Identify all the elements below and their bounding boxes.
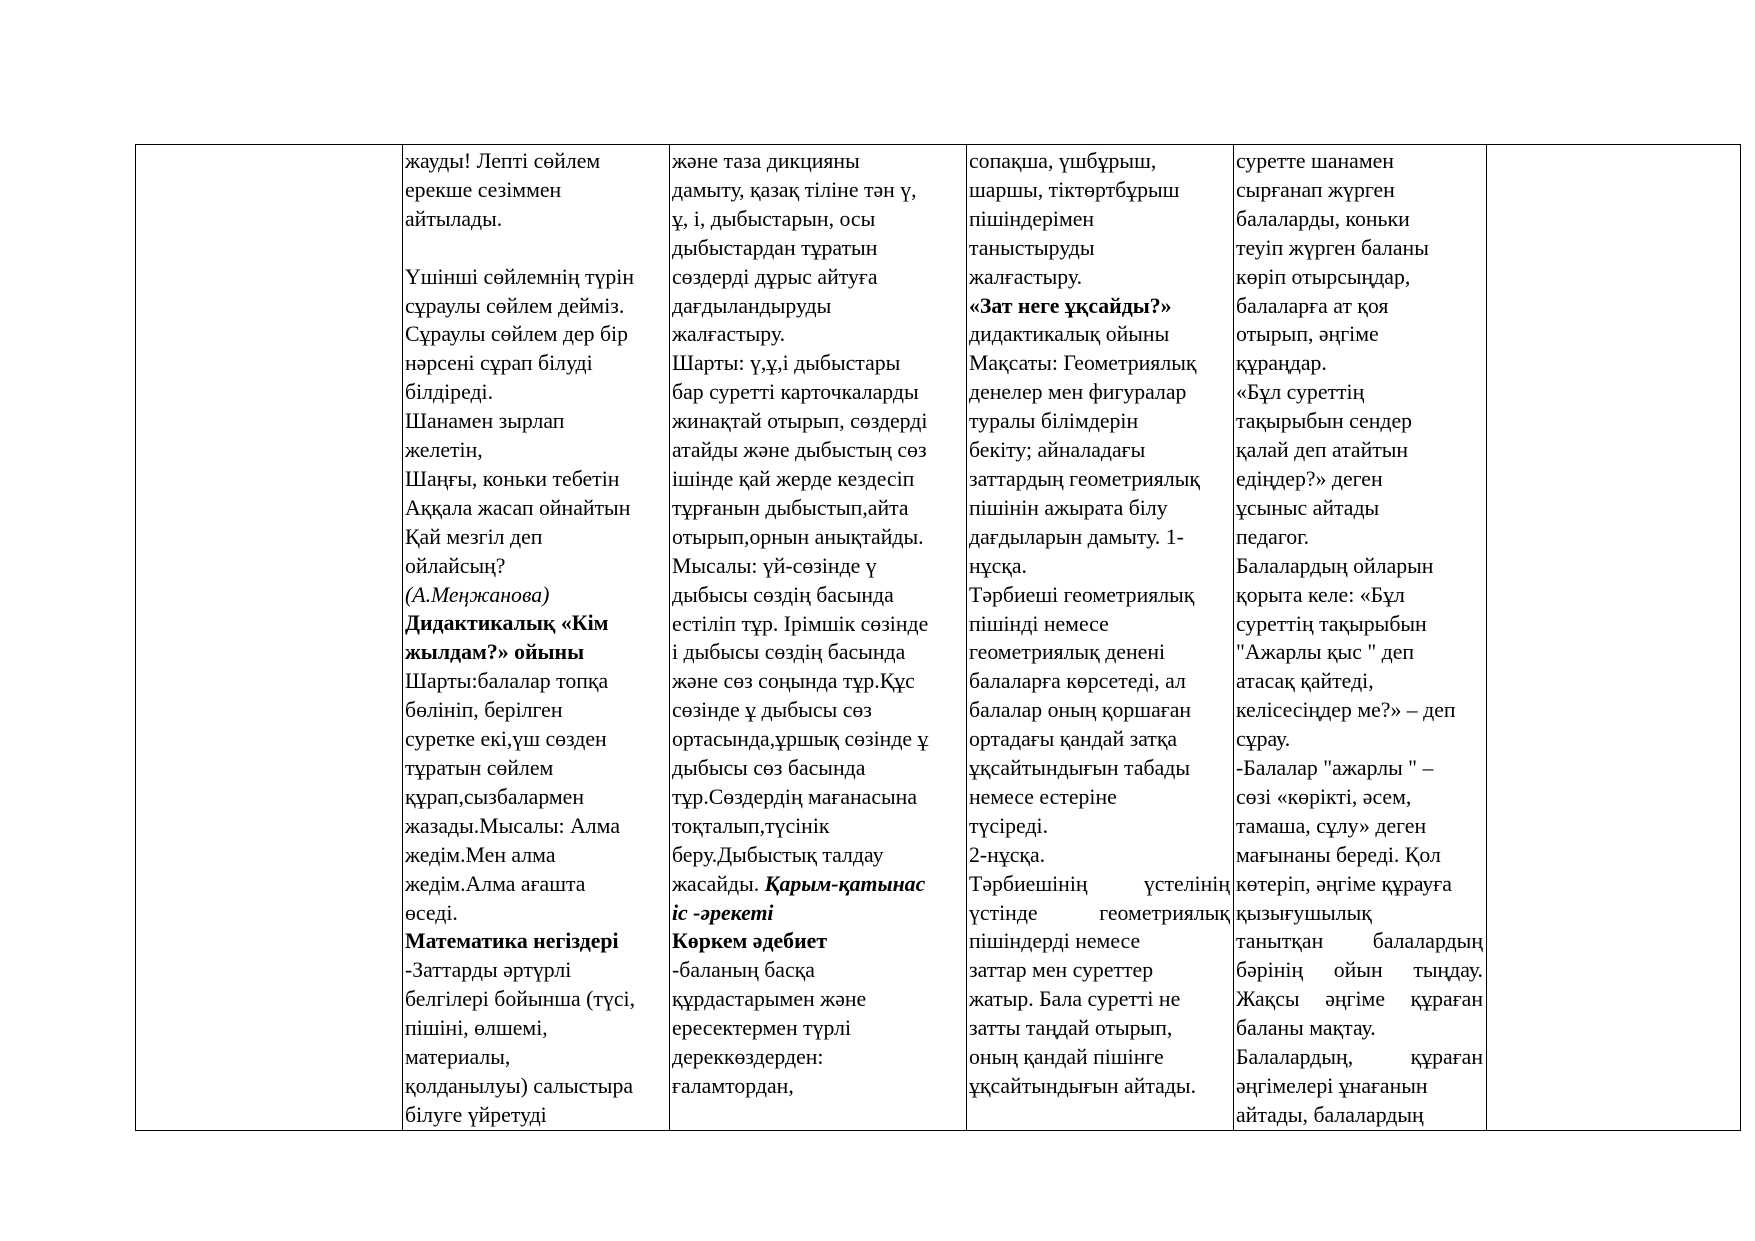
- text-line: [405, 870, 666, 899]
- text-line: [672, 1043, 963, 1072]
- text-line: [1236, 552, 1483, 581]
- text-line: [969, 465, 1230, 494]
- text-run: суретте шанамен: [1236, 149, 1394, 173]
- text-line: [405, 292, 666, 321]
- text-run: айтады, балалардың: [1236, 1102, 1424, 1127]
- text-line: [969, 552, 1230, 581]
- text-run: балалар оның қоршаған: [969, 698, 1192, 723]
- text-run: білдіреді.: [405, 380, 494, 405]
- text-run: айтылады.: [405, 206, 503, 231]
- text-line: [969, 263, 1230, 292]
- text-line: [969, 523, 1230, 552]
- text-line: [672, 581, 963, 610]
- text-run: құраңдар.: [1236, 351, 1327, 376]
- text-run: Сұраулы сөйлем дер бір: [405, 322, 629, 347]
- text-line: [672, 725, 963, 754]
- text-line: [672, 263, 963, 292]
- text-run: педагог.: [1236, 524, 1310, 549]
- text-line: [969, 841, 1230, 870]
- text-line: [405, 320, 666, 349]
- text-run: танытқан балалардың: [1236, 929, 1483, 954]
- text-line: [969, 870, 1230, 899]
- text-line: [405, 783, 666, 812]
- text-line: [1236, 407, 1483, 436]
- text-line: [969, 349, 1230, 378]
- text-run: сырғанап жүрген: [1236, 177, 1395, 202]
- text-line: [405, 523, 666, 552]
- text-line: [672, 552, 963, 581]
- text-run: денелер мен фигуралар: [969, 380, 1187, 405]
- text-line: [405, 985, 666, 1014]
- text-line: [672, 783, 963, 812]
- text-line: [405, 812, 666, 841]
- text-run: пішінін ажырата білу: [969, 495, 1168, 520]
- text-run: жатыр. Бала суретті не: [969, 987, 1181, 1012]
- text-run: және таза дикцияны: [672, 149, 860, 173]
- text-line: [969, 234, 1230, 263]
- text-run: пішіні, өлшемі,: [405, 1016, 548, 1041]
- text-line: [672, 956, 963, 985]
- text-run: дидактикалық ойыны: [969, 322, 1170, 347]
- text-line: [1236, 667, 1483, 696]
- text-run: Шаңғы, коньки тебетін: [405, 466, 620, 491]
- text-line: [672, 234, 963, 263]
- text-run: естіліп тұр. Ірімшік сөзінде: [672, 611, 929, 636]
- text-line: [405, 754, 666, 783]
- text-run: құрдастарымен және: [672, 987, 867, 1012]
- text-line: [405, 465, 666, 494]
- text-line: [405, 494, 666, 523]
- text-line: [672, 465, 963, 494]
- text-run: жасайды.: [672, 871, 765, 896]
- text-run: пішінді немесе: [969, 611, 1109, 636]
- text-line: [405, 1014, 666, 1043]
- text-line: [1236, 523, 1483, 552]
- text-line: [969, 205, 1230, 234]
- text-line: [672, 985, 963, 1014]
- text-run: ішінде қай жерде кездесіп: [672, 466, 915, 491]
- text-run: пішіндерімен: [969, 206, 1095, 231]
- text-line: [405, 436, 666, 465]
- text-run: Қай мезгіл деп: [405, 524, 543, 549]
- text-run: суретке екі,үш сөзден: [405, 727, 607, 752]
- text-line: [969, 783, 1230, 812]
- text-run: көріп отырсыңдар,: [1236, 264, 1411, 289]
- text-line: [1236, 870, 1483, 899]
- text-run: пішіндерді немесе: [969, 929, 1141, 954]
- text-run: дереккөздерден:: [672, 1045, 824, 1070]
- text-line: [1236, 320, 1483, 349]
- text-run: ойлайсың?: [405, 553, 506, 578]
- text-run: нәрсені сұрап білуді: [405, 351, 593, 376]
- text-run: Мысалы: үй-сөзінде ү: [672, 553, 877, 578]
- text-line: [969, 320, 1230, 349]
- text-run: Тәрбиешінің үстелінің: [969, 871, 1230, 896]
- text-line: [969, 956, 1230, 985]
- text-line: [1236, 436, 1483, 465]
- emphasis-run: Қарым-қатынас: [764, 871, 926, 896]
- text-run: желетін,: [405, 438, 483, 463]
- text-run: материалы,: [405, 1045, 511, 1070]
- text-run: -Заттарды әртүрлі: [405, 958, 572, 983]
- text-run: тұр.Сөздердің мағанасына: [672, 784, 917, 809]
- text-line: [969, 494, 1230, 523]
- text-line: [969, 696, 1230, 725]
- text-run: жинақтай отырып, сөздерді: [672, 409, 928, 434]
- text-run: жазады.Мысалы: Алма: [405, 813, 620, 838]
- text-line: [969, 899, 1230, 928]
- text-run: -Балалар "ажарлы " –: [1236, 756, 1434, 781]
- text-line: [405, 1072, 666, 1101]
- column-1-cell: [136, 145, 403, 1131]
- text-run: ұқсайтындығын табады: [969, 756, 1191, 781]
- text-run: дамыту, қазақ тіліне тән ү,: [672, 177, 917, 202]
- text-line: [1236, 581, 1483, 610]
- text-run: қызығушылық: [1236, 900, 1372, 925]
- text-run: Мақсаты: Геометриялық: [969, 351, 1197, 376]
- text-run: ерекше сезіммен: [405, 177, 562, 202]
- text-line: [405, 696, 666, 725]
- text-line: [1236, 263, 1483, 292]
- text-run: нұсқа.: [969, 553, 1027, 578]
- text-line: [672, 754, 963, 783]
- text-line: [672, 870, 963, 899]
- text-run: жалғастыру.: [969, 264, 1083, 289]
- text-run: Математика негіздері: [405, 929, 619, 954]
- text-line: [405, 407, 666, 436]
- text-run: ұсыныс айтады: [1236, 495, 1380, 520]
- text-line: [672, 812, 963, 841]
- text-line: [1236, 378, 1483, 407]
- text-line: [672, 378, 963, 407]
- text-run: (А.Меңжанова): [405, 582, 550, 607]
- text-run: көтеріп, әңгіме құрауға: [1236, 871, 1452, 896]
- text-line: [969, 1014, 1230, 1043]
- text-line: [969, 292, 1230, 321]
- text-run: тұрғанын дыбыстып,айта: [672, 495, 909, 520]
- text-line: [1236, 147, 1483, 176]
- text-line: [1236, 812, 1483, 841]
- text-line: [405, 205, 666, 234]
- text-run: қалай деп атайтын: [1236, 438, 1409, 463]
- text-run: сұрау.: [1236, 727, 1291, 752]
- text-line: [969, 581, 1230, 610]
- column-2-cell: [403, 145, 670, 1131]
- text-line: [405, 927, 666, 956]
- text-line: [672, 927, 963, 956]
- text-run: -баланың басқа: [672, 958, 815, 983]
- text-line: [969, 610, 1230, 639]
- text-line: [405, 956, 666, 985]
- text-run: 2-нұсқа.: [969, 842, 1046, 867]
- text-line: [405, 349, 666, 378]
- text-line: [969, 985, 1230, 1014]
- text-run: бәрінің ойын тыңдау.: [1236, 958, 1483, 983]
- text-line: [672, 147, 963, 176]
- text-run: Дидактикалық «Кім: [405, 611, 609, 636]
- text-run: ортасында,ұршық сөзінде ұ: [672, 727, 929, 752]
- column-4-cell: [967, 145, 1234, 1131]
- text-run: «Бұл суреттің: [1236, 380, 1365, 405]
- text-line: [405, 581, 666, 610]
- text-run: туралы білімдерін: [969, 409, 1139, 434]
- text-run: балаларға көрсетеді, ал: [969, 669, 1186, 694]
- text-line: [1236, 1072, 1483, 1101]
- text-line: [1236, 638, 1483, 667]
- text-line: [405, 176, 666, 205]
- text-line: [672, 320, 963, 349]
- text-run: тақырыбын сендер: [1236, 409, 1413, 434]
- text-run: жедім.Мен алма: [405, 842, 556, 867]
- text-run: сөзі «көрікті, әсем,: [1236, 784, 1412, 809]
- text-line: [1236, 696, 1483, 725]
- text-line: [969, 667, 1230, 696]
- text-run: ғаламтордан,: [672, 1074, 794, 1098]
- text-run: жедім.Алма ағашта: [405, 871, 586, 896]
- text-run: Аққала жасап ойнайтын: [405, 495, 631, 520]
- text-line: [405, 378, 666, 407]
- text-line: [672, 176, 963, 205]
- text-line: [1236, 985, 1483, 1014]
- text-line: [672, 494, 963, 523]
- blank-line: [405, 234, 666, 263]
- text-run: және сөз соңында тұр.Құс: [672, 669, 915, 694]
- text-run: шаршы, тіктөртбұрыш: [969, 177, 1180, 202]
- text-run: Балалардың ойларын: [1236, 553, 1434, 578]
- text-line: [405, 147, 666, 176]
- text-line: [1236, 927, 1483, 956]
- text-run: Шарты: ү,ұ,і дыбыстары: [672, 351, 901, 376]
- text-line: [969, 1072, 1230, 1101]
- text-line: [969, 378, 1230, 407]
- text-run: атасақ қайтеді,: [1236, 669, 1374, 694]
- text-run: оның қандай пішінге: [969, 1045, 1164, 1070]
- text-run: таныстыруды: [969, 235, 1095, 260]
- text-run: бар суретті карточкаларды: [672, 380, 919, 405]
- text-run: Көркем әдебиет: [672, 929, 828, 954]
- text-run: бөлініп, берілген: [405, 698, 563, 723]
- text-line: [405, 667, 666, 696]
- text-line: [1236, 1101, 1483, 1130]
- text-line: [1236, 956, 1483, 985]
- text-line: [672, 407, 963, 436]
- text-run: әңгімелері ұнағанын: [1236, 1074, 1428, 1098]
- text-run: білуге үйретуді: [405, 1102, 547, 1127]
- text-run: беру.Дыбыстық талдау: [672, 842, 884, 867]
- text-line: [1236, 494, 1483, 523]
- text-line: [405, 263, 666, 292]
- text-run: Үшінші сөйлемнің түрін: [405, 264, 634, 289]
- text-run: затты таңдай отырып,: [969, 1016, 1173, 1041]
- column-6-cell: [1487, 145, 1741, 1131]
- lesson-plan-table: [135, 144, 1741, 1131]
- table-row: [136, 145, 1741, 1131]
- text-line: [1236, 292, 1483, 321]
- text-line: [969, 147, 1230, 176]
- text-line: [672, 205, 963, 234]
- text-line: [969, 176, 1230, 205]
- text-line: [969, 927, 1230, 956]
- text-line: [1236, 754, 1483, 783]
- text-run: дыбыстардан тұратын: [672, 235, 878, 260]
- text-run: теуіп жүрген баланы: [1236, 235, 1429, 260]
- text-line: [672, 841, 963, 870]
- text-line: [1236, 783, 1483, 812]
- text-run: Жақсы әңгіме құраған: [1236, 987, 1483, 1012]
- text-line: [969, 638, 1230, 667]
- text-run: қолданылуы) салыстыра: [405, 1073, 634, 1098]
- text-run: «Зат неге ұқсайды?»: [969, 293, 1172, 318]
- text-run: жылдам?» ойыны: [405, 640, 585, 665]
- text-run: ортадағы қандай затқа: [969, 727, 1178, 752]
- text-line: [405, 725, 666, 754]
- text-run: ұ, і, дыбыстарын, осы: [672, 206, 876, 231]
- text-line: [405, 552, 666, 581]
- text-run: "Ажарлы қыс " деп: [1236, 640, 1415, 665]
- text-line: [672, 349, 963, 378]
- text-run: құрап,сызбалармен: [405, 784, 585, 809]
- text-run: тұратын сөйлем: [405, 756, 554, 781]
- text-line: [969, 725, 1230, 754]
- text-run: ұқсайтындығын айтады.: [969, 1074, 1197, 1098]
- text-run: немесе естеріне: [969, 784, 1117, 809]
- text-line: [672, 292, 963, 321]
- text-run: келісесіңдер ме?» – деп: [1236, 698, 1456, 723]
- text-run: отырып,орнын анықтайды.: [672, 524, 924, 549]
- text-line: [672, 1014, 963, 1043]
- text-run: едіңдер?» деген: [1236, 466, 1383, 491]
- text-line: [969, 812, 1230, 841]
- text-run: атайды және дыбыстың сөз: [672, 438, 927, 463]
- text-line: [672, 899, 963, 928]
- text-line: [1236, 899, 1483, 928]
- text-line: [672, 1072, 963, 1101]
- text-line: [969, 407, 1230, 436]
- text-line: [1236, 234, 1483, 263]
- text-line: [672, 523, 963, 552]
- text-line: [405, 899, 666, 928]
- text-line: [405, 609, 666, 638]
- text-run: ересектермен түрлі: [672, 1016, 852, 1041]
- text-run: іс -әрекеті: [672, 900, 774, 925]
- text-line: [1236, 465, 1483, 494]
- text-run: қорыта келе: «Бұл: [1236, 582, 1405, 607]
- column-5-cell: [1234, 145, 1487, 1131]
- text-line: [672, 638, 963, 667]
- text-run: Шарты:балалар топқа: [405, 669, 609, 694]
- text-line: [1236, 725, 1483, 754]
- text-run: тамаша, сұлу» деген: [1236, 813, 1427, 838]
- text-run: баланы мақтау.: [1236, 1016, 1376, 1041]
- text-line: [969, 1043, 1230, 1072]
- text-run: дағдыландыруды: [672, 293, 832, 318]
- text-run: дыбысы сөздің басында: [672, 582, 894, 607]
- text-line: [1236, 610, 1483, 639]
- column-3-cell: [670, 145, 967, 1131]
- text-run: сопақша, үшбұрыш,: [969, 149, 1157, 173]
- text-run: заттар мен суреттер: [969, 958, 1154, 983]
- text-line: [405, 841, 666, 870]
- text-line: [405, 1101, 666, 1130]
- text-line: [672, 610, 963, 639]
- text-run: белгілері бойынша (түсі,: [405, 987, 636, 1012]
- text-run: мағынаны береді. Қол: [1236, 842, 1441, 867]
- text-line: [672, 696, 963, 725]
- text-run: дыбысы сөз басында: [672, 756, 866, 781]
- text-line: [1236, 1043, 1483, 1072]
- text-run: түсіреді.: [969, 813, 1049, 838]
- text-run: үстінде геометриялық: [969, 900, 1230, 925]
- text-line: [1236, 1014, 1483, 1043]
- text-run: тоқталып,түсінік: [672, 813, 830, 838]
- text-run: жалғастыру.: [672, 322, 786, 347]
- text-line: [1236, 841, 1483, 870]
- text-run: балаларды, коньки: [1236, 206, 1410, 231]
- text-run: сөзінде ұ дыбысы сөз: [672, 698, 872, 723]
- text-line: [1236, 349, 1483, 378]
- text-run: суреттің тақырыбын: [1236, 611, 1427, 636]
- text-run: геометриялық денені: [969, 640, 1166, 665]
- text-run: сұраулы сөйлем дейміз.: [405, 293, 625, 318]
- text-run: өседі.: [405, 900, 458, 925]
- text-run: жауды! Лепті сөйлем: [405, 149, 601, 173]
- text-run: Балалардың, құраған: [1236, 1045, 1483, 1070]
- text-line: [405, 638, 666, 667]
- text-run: Шанамен зырлап: [405, 409, 565, 434]
- text-run: бекіту; айналадағы: [969, 438, 1146, 463]
- text-run: балаларға ат қоя: [1236, 293, 1389, 318]
- text-line: [672, 667, 963, 696]
- text-run: отырып, әңгіме: [1236, 322, 1379, 347]
- text-run: дағдыларын дамыту. 1-: [969, 524, 1184, 549]
- text-line: [969, 436, 1230, 465]
- text-line: [405, 1043, 666, 1072]
- text-run: сөздерді дұрыс айтуға: [672, 264, 878, 289]
- text-run: Тәрбиеші геометриялық: [969, 582, 1195, 607]
- text-line: [672, 436, 963, 465]
- text-line: [969, 754, 1230, 783]
- text-line: [1236, 205, 1483, 234]
- text-run: і дыбысы сөздің басында: [672, 640, 906, 665]
- text-run: заттардың геометриялық: [969, 466, 1200, 491]
- text-line: [1236, 176, 1483, 205]
